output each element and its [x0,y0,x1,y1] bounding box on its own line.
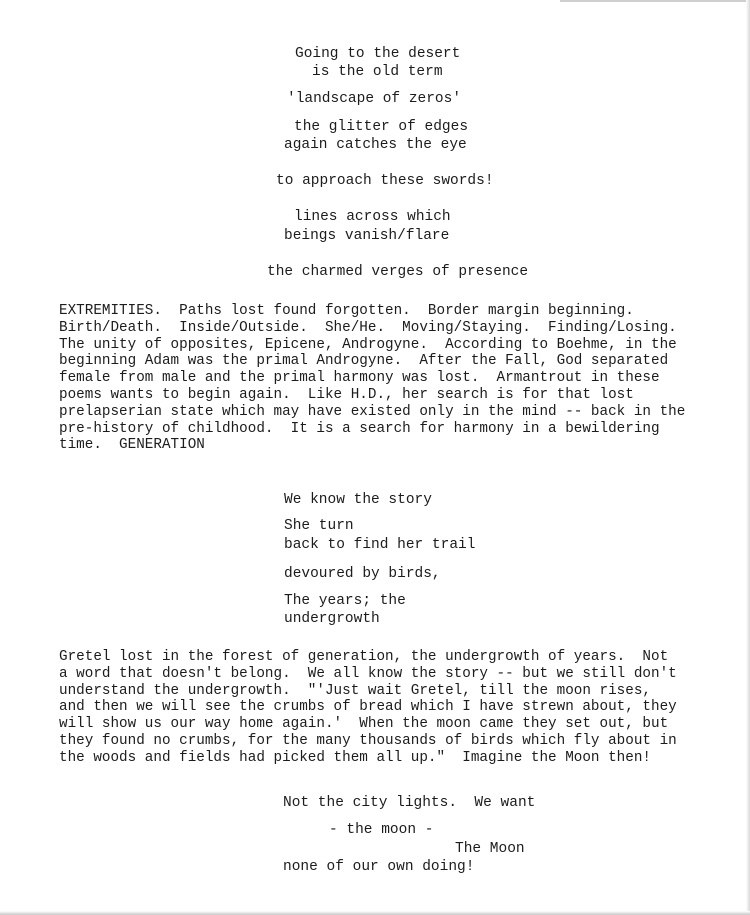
prose1-line-9: time. GENERATION [59,437,205,454]
poem1-line-9: the charmed verges of presence [267,264,529,280]
prose2-line-1: Gretel lost in the forest of generation, the undergrowth of years. Not [59,649,669,665]
prose2-line-5: will show us our way home again.' When the moon came they set out, but [59,716,669,733]
prose-paragraph-gretel [59,649,719,767]
prose2-line-2: a word that doesn't belong. We all know the story -- but we still don't [59,665,677,682]
poem3-line-2: - the moon - [329,822,434,838]
poem1-line-7: lines across which [294,209,451,225]
poem2-line-4: devoured by birds, [284,566,441,582]
poem1-line-2: is the old term [312,64,443,80]
prose1-line-7: prelapserian state which may have existed only in the mind -- back in the [59,403,686,420]
poem1-line-6: to approach these swords! [276,173,494,189]
prose2-line-3: understand the undergrowth. "'Just wait Gretel, till the moon rises, [59,682,651,699]
poem3-line-1: Not the city lights. We want [283,795,536,811]
poem1-line-5: again catches the eye [284,137,467,153]
poem2-line-1: We know the story [284,492,432,508]
poem2-line-6: undergrowth [284,611,380,627]
scan-edge-bottom [0,911,750,915]
prose1-line-1: EXTREMITIES. Paths lost found forgotten. Border margin beginning. [59,303,634,319]
prose2-line-6: they found no crumbs, for the many thousands of birds which fly about in [59,732,677,749]
poem1-line-8: beings vanish/flare [284,228,450,244]
poem1-line-4: the glitter of edges [294,119,469,135]
poem3-line-4: none of our own doing! [283,859,475,875]
poem2-line-5: The years; the [284,593,406,609]
prose2-line-7: the woods and fields had picked them all up." Imagine the Moon then! [59,749,651,766]
prose2-line-4: and then we will see the crumbs of bread which I have strewn about, they [59,699,677,716]
poem1-line-1: Going to the desert [295,46,461,62]
prose1-line-6: poems wants to begin again. Like H.D., her search is for that lost [59,386,634,403]
scan-edge-right [746,0,750,915]
prose1-line-4: beginning Adam was the primal Androgyne. After the Fall, God separated [59,353,669,370]
poem1-line-3: 'landscape of zeros' [287,91,462,107]
prose1-line-3: The unity of opposites, Epicene, Androgyne. According to Boehme, in the [59,336,677,353]
poem2-line-3: back to find her trail [284,537,476,553]
poem3-line-3: The Moon [455,841,525,857]
scan-edge-top [560,0,750,2]
prose1-line-5: female from male and the primal harmony was lost. Armantrout in these [59,370,660,387]
prose1-line-2: Birth/Death. Inside/Outside. She/He. Moving/Staying. Finding/Losing. [59,319,677,336]
prose1-line-8: pre-history of childhood. It is a search for harmony in a bewildering [59,420,660,437]
poem2-line-2: She turn [284,518,354,534]
prose-paragraph-extremities [59,303,719,454]
